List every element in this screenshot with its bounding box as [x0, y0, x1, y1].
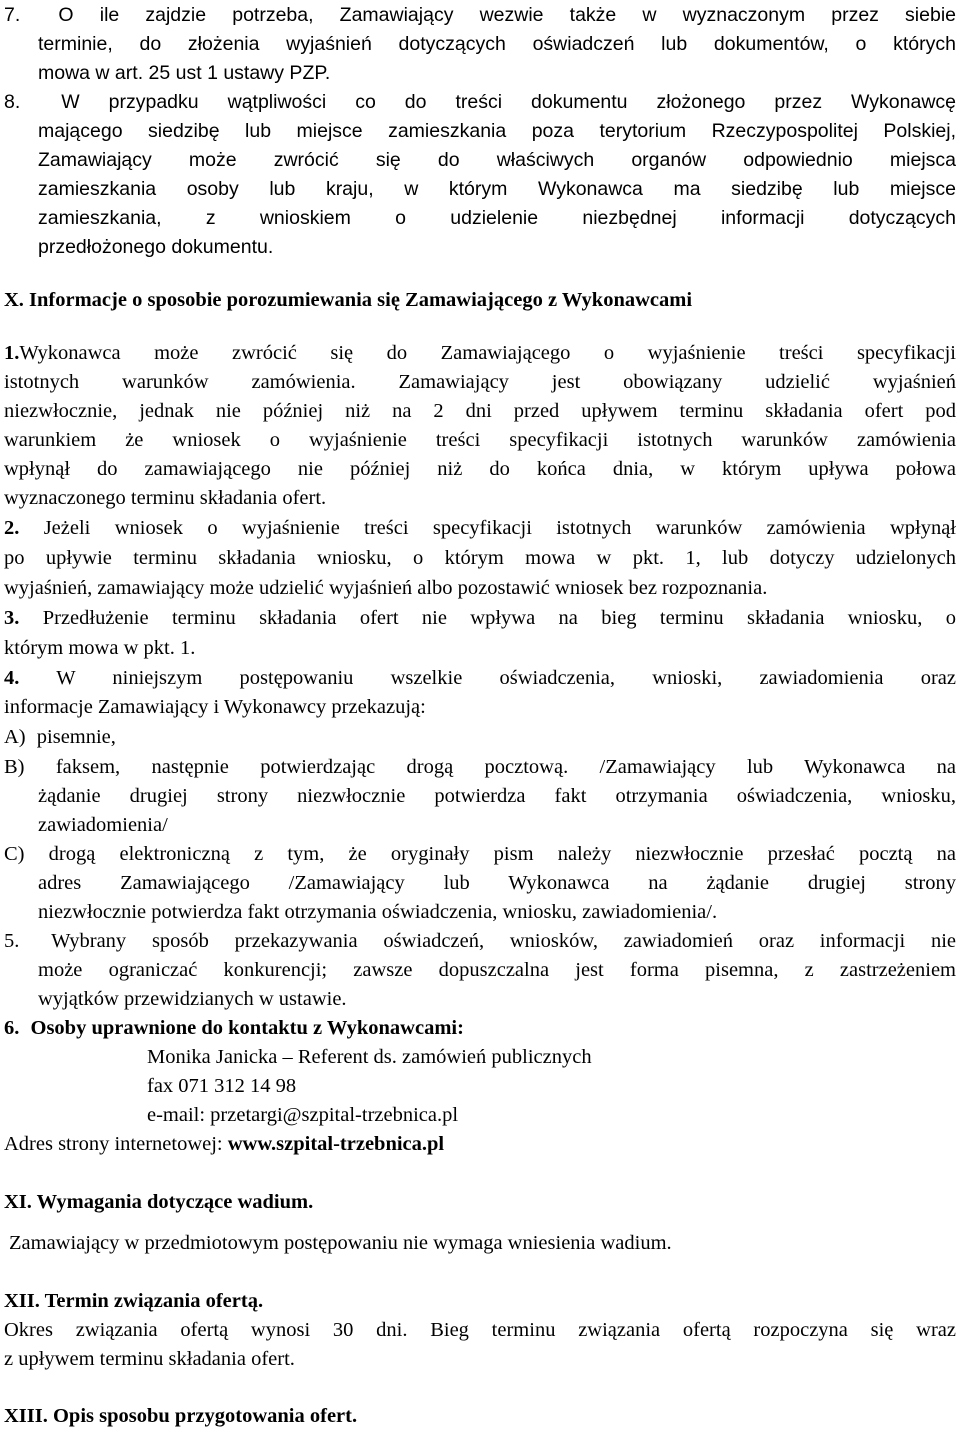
p8-text: W przypadku wątpliwości co do treści dokumentu złożonego przez Wykonawcę — [61, 91, 957, 113]
x-p3-number: 3. — [4, 607, 20, 629]
website-line — [4, 1129, 956, 1159]
x-p2-text: Jeżeli wniosek o wyjaśnienie treści specyfikacji istotnych warunków zamówienia wpłynął — [43, 517, 956, 539]
section-xi-heading: XI. Wymagania dotyczące wadium. — [4, 1191, 314, 1213]
x-p1-line-3: niezwłocznie, jednak nie później niż na 2 dni przed upływem terminu składania ofert pod — [4, 400, 956, 422]
x-p5-text: Wybrany sposób przekazywania oświadczeń, wniosków, zawiadomień oraz informacji nie — [51, 930, 956, 952]
p8-line-2: mającego siedzibę lub miejsce zamieszkania poza terytorium Rzeczypospolitej Polskiej, — [38, 120, 956, 142]
p7-line-3: mowa w art. 25 ust 1 ustawy PZP. — [38, 62, 331, 84]
x-p2-number: 2. — [4, 517, 20, 539]
x-p6-number: 6. — [4, 1017, 20, 1039]
x-p4-item-a — [4, 722, 956, 752]
item-c-text: drogą elektroniczną z tym, że oryginały pism należy niezwłocznie przesłać pocztą na — [48, 843, 956, 865]
item-a-text: pisemnie, — [36, 726, 116, 748]
x-p4-number: 4. — [4, 667, 20, 689]
section-x-heading: X. Informacje o sposobie porozumiewania się Zamawiającego z Wykonawcami — [4, 289, 693, 311]
x-p5-number: 5. — [4, 930, 20, 952]
website-link[interactable]: www.szpital-trzebnica.pl — [227, 1133, 445, 1155]
x-p5-line-2: może ograniczać konkurencji; zawsze dopuszczalna jest forma pisemna, z zastrzeżeniem — [38, 959, 956, 981]
x-p3-line-1 — [4, 603, 956, 633]
x-p4-line-2: informacje Zamawiający i Wykonawcy przekazują: — [4, 696, 426, 718]
section-xii-heading: XII. Termin związania ofertą. — [4, 1290, 264, 1312]
x-p4-line-1 — [4, 663, 956, 693]
x-p6-title-line — [4, 1013, 956, 1043]
contact-person: Monika Janicka – Referent ds. zamówień publicznych — [147, 1046, 592, 1068]
contact-fax: fax 071 312 14 98 — [147, 1075, 297, 1097]
x-p1-line-6: wyznaczonego terminu składania ofert. — [4, 487, 327, 509]
item-b-text: faksem, następnie potwierdzając drogą pocztową. /Zamawiający lub Wykonawca na — [55, 756, 956, 778]
x-p2-line-2: po upływie terminu składania wniosku, o którym mowa w pkt. 1, lub dotyczy udzielonych — [4, 547, 956, 569]
x-p4-item-b-line-1 — [4, 752, 956, 782]
p7-line-1 — [4, 0, 956, 30]
p7-number: 7. — [4, 4, 21, 26]
x-p3-line-2: którym mowa w pkt. 1. — [4, 637, 196, 659]
x-p6-title: Osoby uprawnione do kontaktu z Wykonawcami: — [30, 1017, 464, 1039]
p7-line-2: terminie, do złożenia wyjaśnień dotyczących oświadczeń lub dokumentów, o których — [38, 33, 956, 55]
p8-line-3: Zamawiający może zwrócić się do właściwych organów odpowiednio miejsca — [38, 149, 956, 171]
x-p2-line-3: wyjaśnień, zamawiający może udzielić wyjaśnień albo pozostawić wniosek bez rozpoznania. — [4, 577, 768, 599]
x-p3-text: Przedłużenie terminu składania ofert nie wpływa na bieg terminu składania wniosku, o — [42, 607, 956, 629]
item-b-label: B) — [4, 756, 25, 778]
section-xii-line-1: Okres związania ofertą wynosi 30 dni. Bieg terminu związania ofertą rozpoczyna się wraz — [4, 1319, 956, 1341]
x-p1-line-5: wpłynął do zamawiającego nie później niż do końca dnia, w którym upływa połowa — [4, 458, 956, 480]
x-p2-line-1 — [4, 513, 956, 543]
p8-number: 8. — [4, 91, 21, 113]
x-p4-item-c-line-2: adres Zamawiającego /Zamawiający lub Wykonawca na żądanie drugiej strony — [38, 872, 956, 894]
x-p4-text: W niniejszym postępowaniu wszelkie oświadczenia, wnioski, zawiadomienia oraz — [56, 667, 956, 689]
section-xi-text: Zamawiający w przedmiotowym postępowaniu nie wymaga wniesienia wadium. — [9, 1232, 672, 1254]
p8-line-1 — [4, 87, 956, 117]
x-p1-text: Wykonawca może zwrócić się do Zamawiającego o wyjaśnienie treści specyfikacji — [19, 342, 956, 364]
p8-line-5: zamieszkania, z wnioskiem o udzielenie niezbędnej informacji dotyczących — [38, 207, 956, 229]
x-p4-item-b-line-3: zawiadomienia/ — [38, 814, 168, 836]
p8-line-6: przedłożonego dokumentu. — [38, 236, 274, 258]
section-xiii-heading: XIII. Opis sposobu przygotowania ofert. — [4, 1405, 358, 1427]
x-p5-line-3: wyjątków przewidzianych w ustawie. — [38, 988, 347, 1010]
item-a-label: A) — [4, 726, 26, 748]
p7-text: O ile zajdzie potrzeba, Zamawiający wezwie także w wyznaczonym przez siebie — [58, 4, 957, 26]
item-c-label: C) — [4, 843, 25, 865]
x-p4-item-b-line-2: żądanie drugiej strony niezwłocznie potwierdza fakt otrzymania oświadczenia, wniosku, — [38, 785, 956, 807]
website-label: Adres strony internetowej: — [4, 1133, 228, 1155]
x-p1-line-2: istotnych warunków zamówienia. Zamawiający jest obowiązany udzielić wyjaśnień — [4, 371, 956, 393]
section-xii-line-2: z upływem terminu składania ofert. — [4, 1348, 295, 1370]
x-p1-line-1 — [4, 338, 956, 368]
x-p1-line-4: warunkiem że wniosek o wyjaśnienie treści specyfikacji istotnych warunków zamówienia — [4, 429, 956, 451]
x-p5-line-1 — [4, 926, 956, 956]
x-p4-item-c-line-3: niezwłocznie potwierdza fakt otrzymania oświadczenia, wniosku, zawiadomienia/. — [38, 901, 718, 923]
p8-line-4: zamieszkania osoby lub kraju, w którym Wykonawca ma siedzibę lub miejsce — [38, 178, 956, 200]
contact-email: e-mail: przetargi@szpital-trzebnica.pl — [147, 1104, 459, 1126]
x-p1-number: 1. — [4, 342, 20, 364]
x-p4-item-c-line-1 — [4, 839, 956, 869]
